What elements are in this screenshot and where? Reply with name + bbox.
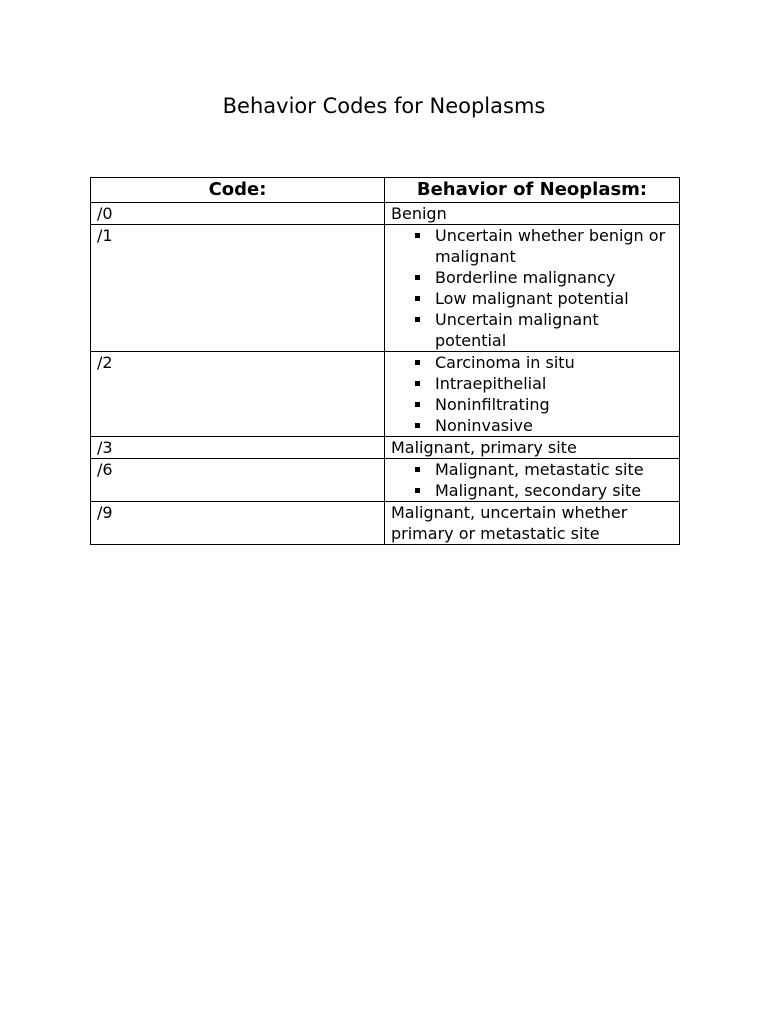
list-item: Noninvasive bbox=[435, 415, 673, 436]
code-cell: /6 bbox=[91, 459, 385, 502]
list-item: Uncertain whether benign or malignant bbox=[435, 225, 673, 267]
behavior-cell bbox=[385, 225, 680, 352]
behavior-cell bbox=[385, 459, 680, 502]
behavior-list bbox=[391, 225, 673, 351]
list-item: Noninfiltrating bbox=[435, 394, 673, 415]
behavior-cell bbox=[385, 352, 680, 437]
list-item: Uncertain malignant potential bbox=[435, 309, 673, 351]
behavior-list bbox=[391, 352, 673, 436]
list-item: Intraepithelial bbox=[435, 373, 673, 394]
list-item: Malignant, metastatic site bbox=[435, 459, 673, 480]
code-cell: /0 bbox=[91, 203, 385, 225]
code-cell: /2 bbox=[91, 352, 385, 437]
table-header-row bbox=[91, 178, 680, 203]
table-row bbox=[91, 225, 680, 352]
table-row bbox=[91, 437, 680, 459]
list-item: Carcinoma in situ bbox=[435, 352, 673, 373]
table-row bbox=[91, 459, 680, 502]
behavior-list bbox=[391, 459, 673, 501]
behavior-cell: Benign bbox=[385, 203, 680, 225]
page-title: Behavior Codes for Neoplasms bbox=[222, 94, 546, 118]
code-cell: /3 bbox=[91, 437, 385, 459]
table-row bbox=[91, 352, 680, 437]
table-row bbox=[91, 502, 680, 545]
header-code: Code: bbox=[91, 178, 385, 203]
code-cell: /9 bbox=[91, 502, 385, 545]
list-item: Borderline malignancy bbox=[435, 267, 673, 288]
behavior-codes-table bbox=[90, 177, 680, 545]
header-behavior: Behavior of Neoplasm: bbox=[385, 178, 680, 203]
behavior-cell: Malignant, uncertain whether primary or metastatic site bbox=[385, 502, 680, 545]
list-item: Malignant, secondary site bbox=[435, 480, 673, 501]
behavior-cell: Malignant, primary site bbox=[385, 437, 680, 459]
list-item: Low malignant potential bbox=[435, 288, 673, 309]
code-cell: /1 bbox=[91, 225, 385, 352]
table-row bbox=[91, 203, 680, 225]
